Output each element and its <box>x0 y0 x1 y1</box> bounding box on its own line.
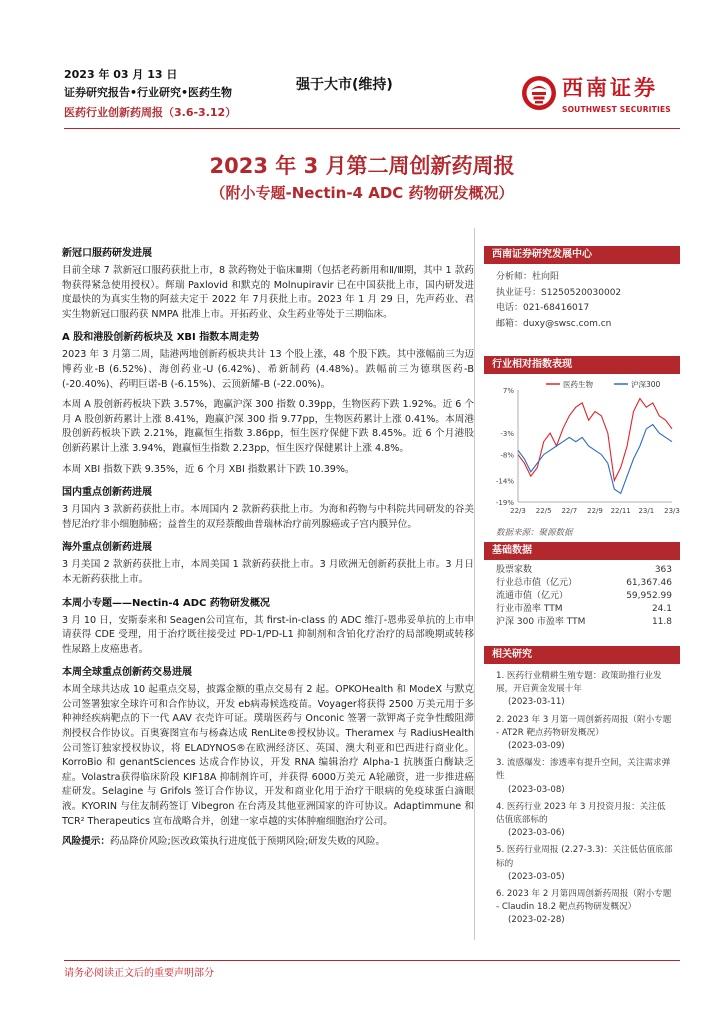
legend-label: 沪深300 <box>631 380 661 389</box>
basic-data-row <box>484 564 680 577</box>
section-heading: 国内重点创新药进展 <box>62 487 152 499</box>
analyst-panel <box>484 246 680 332</box>
main-content <box>62 244 474 856</box>
legend-label: 医药生物 <box>563 380 593 389</box>
basic-label: 行业总市值（亿元） <box>496 578 578 588</box>
relative-index-chart <box>484 374 680 522</box>
report-type: 证券研究报告•行业研究•医药生物 <box>64 86 233 99</box>
footer-divider <box>64 960 680 961</box>
analyst-phone: 电话：021-68416017 <box>496 303 590 313</box>
paragraph: 本周 A 股创新药板块下跌 3.57%，跑赢沪深 300 指数 0.39pp，生物医药下跌 1.92%。近 6 个月 A 股创新药累计上涨 8.41%，跑赢沪深 300 指 9.77pp，生物医药累计上涨 0.41%。本周港股创新药板块下跌 2.21%，跑赢恒生指数 3.86pp，恒生医疗保健下跌 8.45%。近 6 个月港股创新药累计上涨 3.94%，跑赢恒生指数 2.23pp，恒生医疗保健累计上涨 4.8%。 <box>62 399 474 454</box>
series-line-hs300 <box>518 425 672 494</box>
risk-warning <box>62 835 474 850</box>
y-tick-label: -8% <box>500 451 514 460</box>
analyst-name: 分析师：杜向阳 <box>496 272 560 282</box>
section-heading: 本周小专题——Nectin-4 ADC 药物研发概况 <box>62 597 270 609</box>
related-title: 1. 医药行业精耕生殖专题：政策助推行业发展，开启黄金发展十年 <box>496 671 662 695</box>
related-date: (2023-03-09) <box>508 741 565 752</box>
research-center-heading: 西南证券研究发展中心 <box>484 246 680 264</box>
basic-label: 行业市盈率 TTM <box>496 604 563 614</box>
paragraph: 3 月美国 2 款新药获批上市，本周美国 1 款新药获批上市。3 月欧洲无创新药获批上市。3 月日本无新药获批上市。 <box>62 559 474 585</box>
related-title: 6. 2023 年 2 月第四周创新药周报（附小专题 - Claudin 18.2 靶点药物研发概况） <box>496 889 672 913</box>
page-subtitle: （附小专题-Nectin-4 ADC 药物研发概况） <box>210 184 514 202</box>
paragraph: 本周全球共达成 10 起重点交易，披露金额的重点交易有 2 起。OPKOHealth 和 ModeX 与默克公司签署独家全球许可和合作协议，开发 eb病毒候选疫苗。Voyager将获得 2500 万美元用于多种神经疾病靶点的下一代 AAV 衣壳许可证。璞瑞医药与 Onconic 签署一款钾离子竞争性酸阻滞剂授权合作协议。百奥赛图宣布与杨森达成 RenLite®授权协议。Theramex 与 RadiusHealth 公司签订独家授权协议，将 ELADYNOS®在欧洲经济区、英国、澳大利亚和巴西进行商业化。KorroBio 和 genantSciences 达成合作协议，开发 RNA 编辑治疗 Alpha-1 抗胰蛋白酶缺乏症。Volastra获得临床阶段 KIF18A 抑制剂许可，并获得 6000万美元 A轮融资，进一步推进癌症研发。Selagine 与 Grifols 签订合作协议，开发和商业化用于治疗干眼病的免疫球蛋白滴眼液。KYORIN 与住友制药签订 Vibegron 在台湾及其他亚洲国家的许可协议。Adaptimmune 和 TCR² Therapeutics 宣布战略合并，创建一家卓越的实体肿瘤细胞治疗公司。 <box>62 684 474 827</box>
basic-value: 61,367.46 <box>626 578 672 588</box>
report-series: 医药行业创新药周报（3.6-3.12） <box>64 106 237 119</box>
basic-data-row <box>484 603 680 616</box>
basic-label: 股票家数 <box>496 565 533 575</box>
logo-emblem-icon <box>520 74 558 112</box>
footer-notice: 请务必阅读正文后的重要声明部分 <box>64 968 214 979</box>
y-tick-label: 7% <box>502 387 514 395</box>
x-tick-label: 22/3 <box>510 507 526 515</box>
related-research-heading: 相关研究 <box>484 646 680 664</box>
related-research-item[interactable] <box>496 888 674 928</box>
x-tick-label: 23/3 <box>664 507 680 515</box>
basic-data-heading: 基础数据 <box>484 542 680 560</box>
related-title: 3. 流感爆发：渗透率有提升空间，关注需求弹性 <box>496 758 671 782</box>
analyst-info <box>484 264 680 332</box>
section-heading: 本周全球重点创新药交易进展 <box>62 667 192 679</box>
related-research-item[interactable] <box>496 714 674 754</box>
section-heading: 新冠口服药研发进展 <box>62 248 152 259</box>
basic-label: 沪深 300 市盈率 TTM <box>496 617 586 627</box>
x-tick-label: 23/1 <box>638 507 655 515</box>
related-research-panel <box>484 646 680 932</box>
y-tick-label: -3% <box>500 430 514 439</box>
industry-rating: 强于大市(维持) <box>296 77 393 93</box>
basic-value: 24.1 <box>651 604 672 614</box>
related-research-list <box>484 664 680 928</box>
data-source: 数据来源：聚源数据 <box>496 528 573 538</box>
section-heading: 海外重点创新药进展 <box>62 542 152 554</box>
related-title: 5. 医药行业周报 (2.27-3.3)：关注低估值底部标的 <box>496 845 673 869</box>
related-date: (2023-02-28) <box>508 915 565 926</box>
paragraph: 3 月国内 3 款新药获批上市。本周国内 2 款新药获批上市。为海和药物与中科院共同研发的谷美替尼治疗非小细胞肺癌；益普生的双羟萘酸曲普瑞林治疗前列腺癌或子宫内膜异位。 <box>62 504 474 530</box>
basic-label: 流通市值（亿元） <box>496 591 569 601</box>
column-divider <box>474 228 475 940</box>
related-research-item[interactable] <box>496 757 674 797</box>
basic-data-panel <box>484 542 680 629</box>
x-tick-label: 22/9 <box>587 507 603 515</box>
chart-heading: 行业相对指数表现 <box>484 356 680 374</box>
paragraph: 目前全球 7 款新冠口服药获批上市，8 款药物处于临床Ⅲ期（包括老药新用和Ⅱ/Ⅲ期，其中 1 款药物获得紧急使用授权）。辉瑞 Paxlovid 和默克的 Molnupiravir 已在中国获批上市，国内研发进度最快的为真实生物的阿兹夫定于 2022 年 7月获批上市。2023 年 1 月 29 日，先声药业、君实生物新冠口服药获 NMPA 批准上市。开拓药业、众生药业等处于三期临床。 <box>62 265 474 320</box>
paragraph: 本周 XBI 指数下跌 9.35%，近 6 个月 XBI 指数累计下跌 10.39%。 <box>62 463 355 475</box>
basic-value: 363 <box>654 565 672 575</box>
basic-data-row <box>484 577 680 590</box>
related-date: (2023-03-08) <box>508 784 565 795</box>
paragraph: 3 月 10 日，安斯泰来和 Seagen公司宣布，其 first-in-class 的 ADC 维汀-恩弗妥单抗的上市申请获得 CDE 受理，用于治疗既往接受过 PD-1/PD-L1 抑制剂和含铂化疗治疗的局部晚期或转移性尿路上皮癌患者。 <box>62 614 474 655</box>
basic-value: 11.8 <box>651 617 672 627</box>
y-tick-label: -19% <box>495 499 514 507</box>
x-tick-label: 22/5 <box>535 507 552 515</box>
x-tick-label: 22/11 <box>610 507 631 515</box>
related-date: (2023-03-11) <box>508 697 565 708</box>
x-tick-label: 22/7 <box>561 507 578 515</box>
basic-data-row <box>484 616 680 629</box>
page-title: 2023 年 3 月第二周创新药周报 <box>209 154 515 178</box>
relative-index-panel <box>484 356 680 538</box>
risk-text: 药品降价风险;医改政策执行进度低于预期风险;研发失败的风险。 <box>109 836 386 848</box>
related-research-item[interactable] <box>496 670 674 710</box>
company-logo <box>520 68 680 126</box>
paragraph: 2023 年 3 月第二周，陆港两地创新药板块共计 13 个股上涨，48 个股下跌。其中涨幅前三为迈博药业-B (6.52%)、海创药业-U (6.42%)、希新制药 (4.48%)。跌幅前三为德琪医药-B (-20.40%)、药明巨诺-B (-6.15%)、云顶新耀-B (-22.00%)。 <box>62 349 474 390</box>
header-divider <box>64 128 680 129</box>
related-date: (2023-03-05) <box>508 871 565 882</box>
related-date: (2023-03-06) <box>508 828 565 839</box>
related-title: 4. 医药行业 2023 年 3 月投资月报：关注低估值底部标的 <box>496 801 666 826</box>
basic-data-row <box>484 590 680 603</box>
related-research-item[interactable] <box>496 844 674 884</box>
report-date: 2023 年 03 月 13 日 <box>64 68 178 81</box>
analyst-email[interactable]: 邮箱：duxy@swsc.com.cn <box>496 318 612 329</box>
related-title: 2. 2023 年 3 月第一周创新药周报（附小专题 - AT2R 靶点药物研发概况） <box>496 714 672 738</box>
basic-value: 59,952.99 <box>626 591 672 601</box>
logo-english-name: SOUTHWEST SECURITIES <box>562 105 671 114</box>
analyst-license: 执业证号：S1250520030002 <box>496 287 622 298</box>
related-research-item[interactable] <box>496 801 674 841</box>
y-tick-label: -14% <box>495 477 514 486</box>
series-line-pharma <box>518 399 672 481</box>
risk-label: 风险提示： <box>62 836 110 848</box>
section-heading: A 股和港股创新药板块及 XBI 指数本周走势 <box>62 332 260 344</box>
logo-name: 西南证券 <box>562 75 658 100</box>
